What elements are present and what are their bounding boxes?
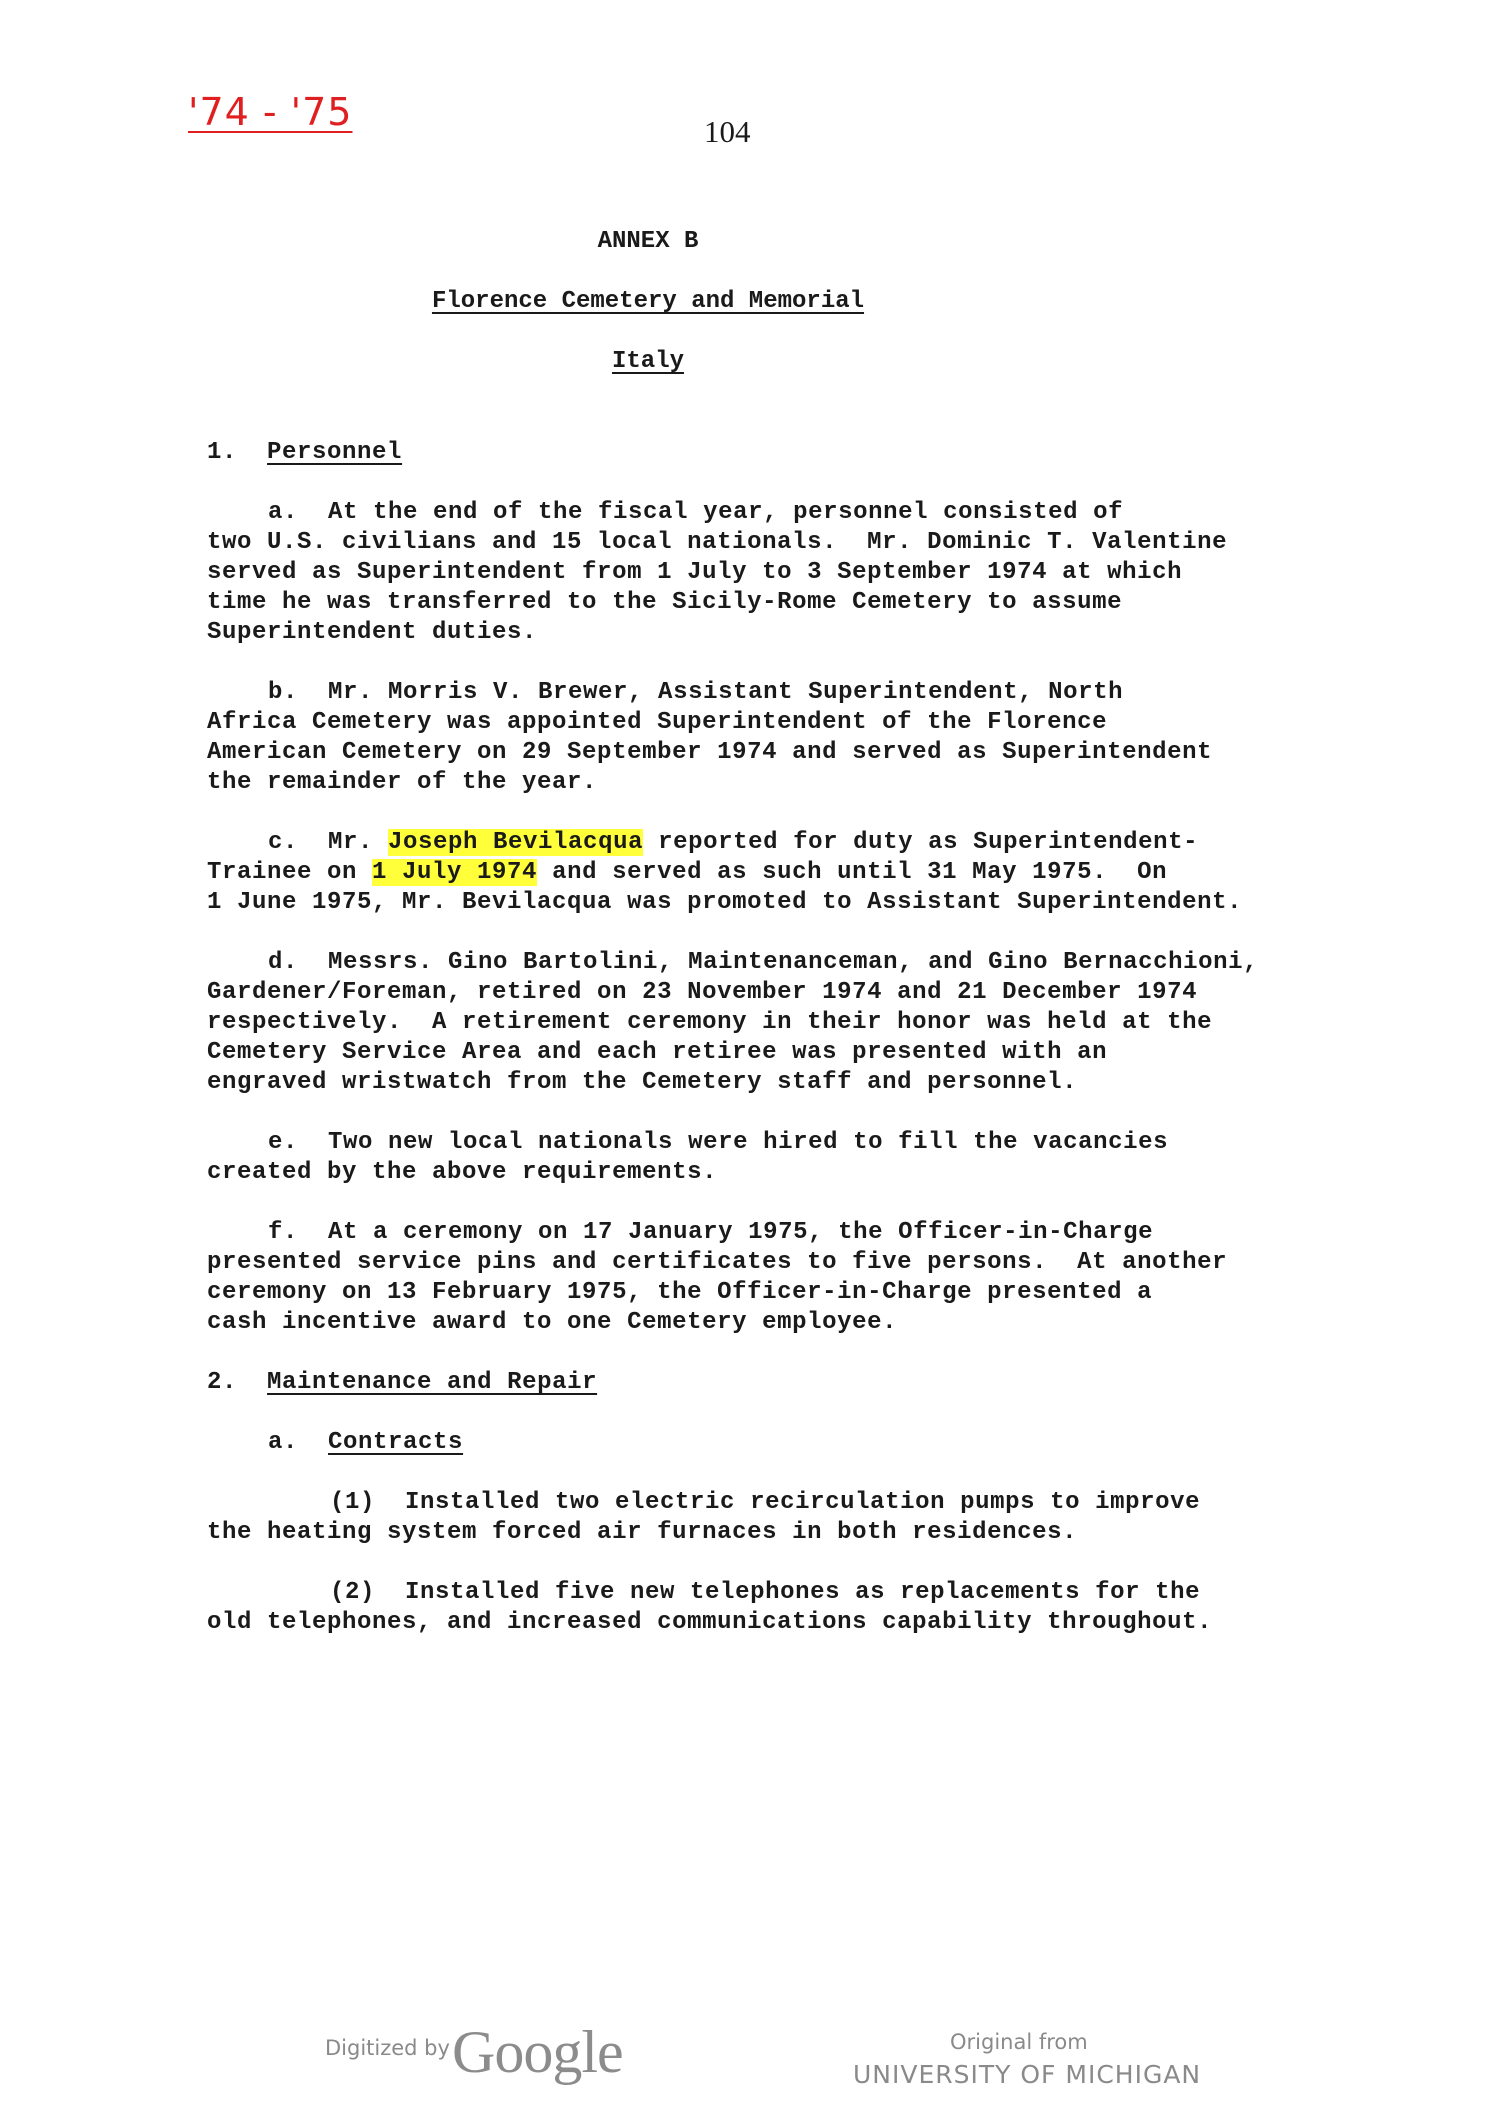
para-b-line: b. Mr. Morris V. Brewer, Assistant Superintendent, North	[268, 679, 1124, 706]
para-d-line: Gardener/Foreman, retired on 23 November 1974 and 21 December 1974	[207, 979, 1198, 1006]
contract-2-line: (2) Installed five new telephones as replacements for the	[330, 1579, 1201, 1606]
text-run: Trainee on	[207, 859, 373, 886]
subsection-title: Contracts	[328, 1429, 464, 1456]
subsection-a-heading	[268, 1428, 463, 1458]
para-a-line: two U.S. civilians and 15 local nationals. Mr. Dominic T. Valentine	[207, 529, 1228, 556]
title-text: Florence Cemetery and Memorial	[431, 288, 865, 315]
section-1-heading	[207, 438, 402, 468]
page-number: 104	[704, 114, 751, 149]
document-title	[0, 288, 1296, 315]
text-run: c. Mr.	[268, 829, 389, 856]
para-d-line: d. Messrs. Gino Bartolini, Maintenanceman, and Gino Bernacchioni,	[268, 949, 1259, 976]
para-e-line: e. Two new local nationals were hired to fill the vacancies	[268, 1129, 1169, 1156]
text-run: and served as such until 31 May 1975. On	[537, 859, 1168, 886]
para-c-line	[207, 858, 1167, 888]
country-heading	[0, 348, 1296, 375]
para-a-line: Superintendent duties.	[207, 619, 538, 646]
para-c-line	[268, 828, 1198, 858]
annex-label: ANNEX B	[597, 228, 699, 255]
para-f-line: presented service pins and certificates to five persons. At another	[207, 1249, 1228, 1276]
text-run: reported for duty as Superintendent-	[643, 829, 1199, 856]
digitized-by-label: Digitized by	[325, 2036, 450, 2060]
section-title: Maintenance and Repair	[267, 1369, 598, 1396]
para-b-line: American Cemetery on 29 September 1974 and served as Superintendent	[207, 739, 1213, 766]
section-2-heading	[207, 1368, 597, 1398]
para-d-line: Cemetery Service Area and each retiree was presented with an	[207, 1039, 1108, 1066]
subsection-letter: a.	[268, 1429, 299, 1456]
para-a-line: time he was transferred to the Sicily-Rome Cemetery to assume	[207, 589, 1123, 616]
highlighted-date: 1 July 1974	[372, 859, 538, 886]
para-f-line: ceremony on 13 February 1975, the Officer-in-Charge presented a	[207, 1279, 1153, 1306]
para-f-line: cash incentive award to one Cemetery employee.	[207, 1309, 898, 1336]
section-number: 1.	[207, 439, 238, 466]
contract-2-line: old telephones, and increased communications capability throughout.	[207, 1609, 1213, 1636]
highlighted-name: Joseph Bevilacqua	[388, 829, 644, 856]
university-label: UNIVERSITY OF MICHIGAN	[853, 2060, 1202, 2089]
para-c-line: 1 June 1975, Mr. Bevilacqua was promoted to Assistant Superintendent.	[207, 889, 1243, 916]
section-title: Personnel	[267, 439, 403, 466]
para-d-line: respectively. A retirement ceremony in their honor was held at the	[207, 1009, 1213, 1036]
section-number: 2.	[207, 1369, 238, 1396]
contract-1-line: (1) Installed two electric recirculation pumps to improve	[330, 1489, 1201, 1516]
original-from-label: Original from	[950, 2030, 1088, 2054]
country-text: Italy	[611, 348, 684, 375]
para-d-line: engraved wristwatch from the Cemetery staff and personnel.	[207, 1069, 1078, 1096]
para-b-line: the remainder of the year.	[207, 769, 598, 796]
handwritten-year-annotation: '74 - '75	[188, 90, 353, 134]
para-b-line: Africa Cemetery was appointed Superintendent of the Florence	[207, 709, 1108, 736]
para-f-line: f. At a ceremony on 17 January 1975, the Officer-in-Charge	[268, 1219, 1154, 1246]
google-logo: Google	[452, 2019, 623, 2085]
para-a-line: served as Superintendent from 1 July to 3 September 1974 at which	[207, 559, 1183, 586]
para-e-line: created by the above requirements.	[207, 1159, 718, 1186]
para-a-line: a. At the end of the fiscal year, personnel consisted of	[268, 499, 1124, 526]
contract-1-line: the heating system forced air furnaces in both residences.	[207, 1519, 1078, 1546]
